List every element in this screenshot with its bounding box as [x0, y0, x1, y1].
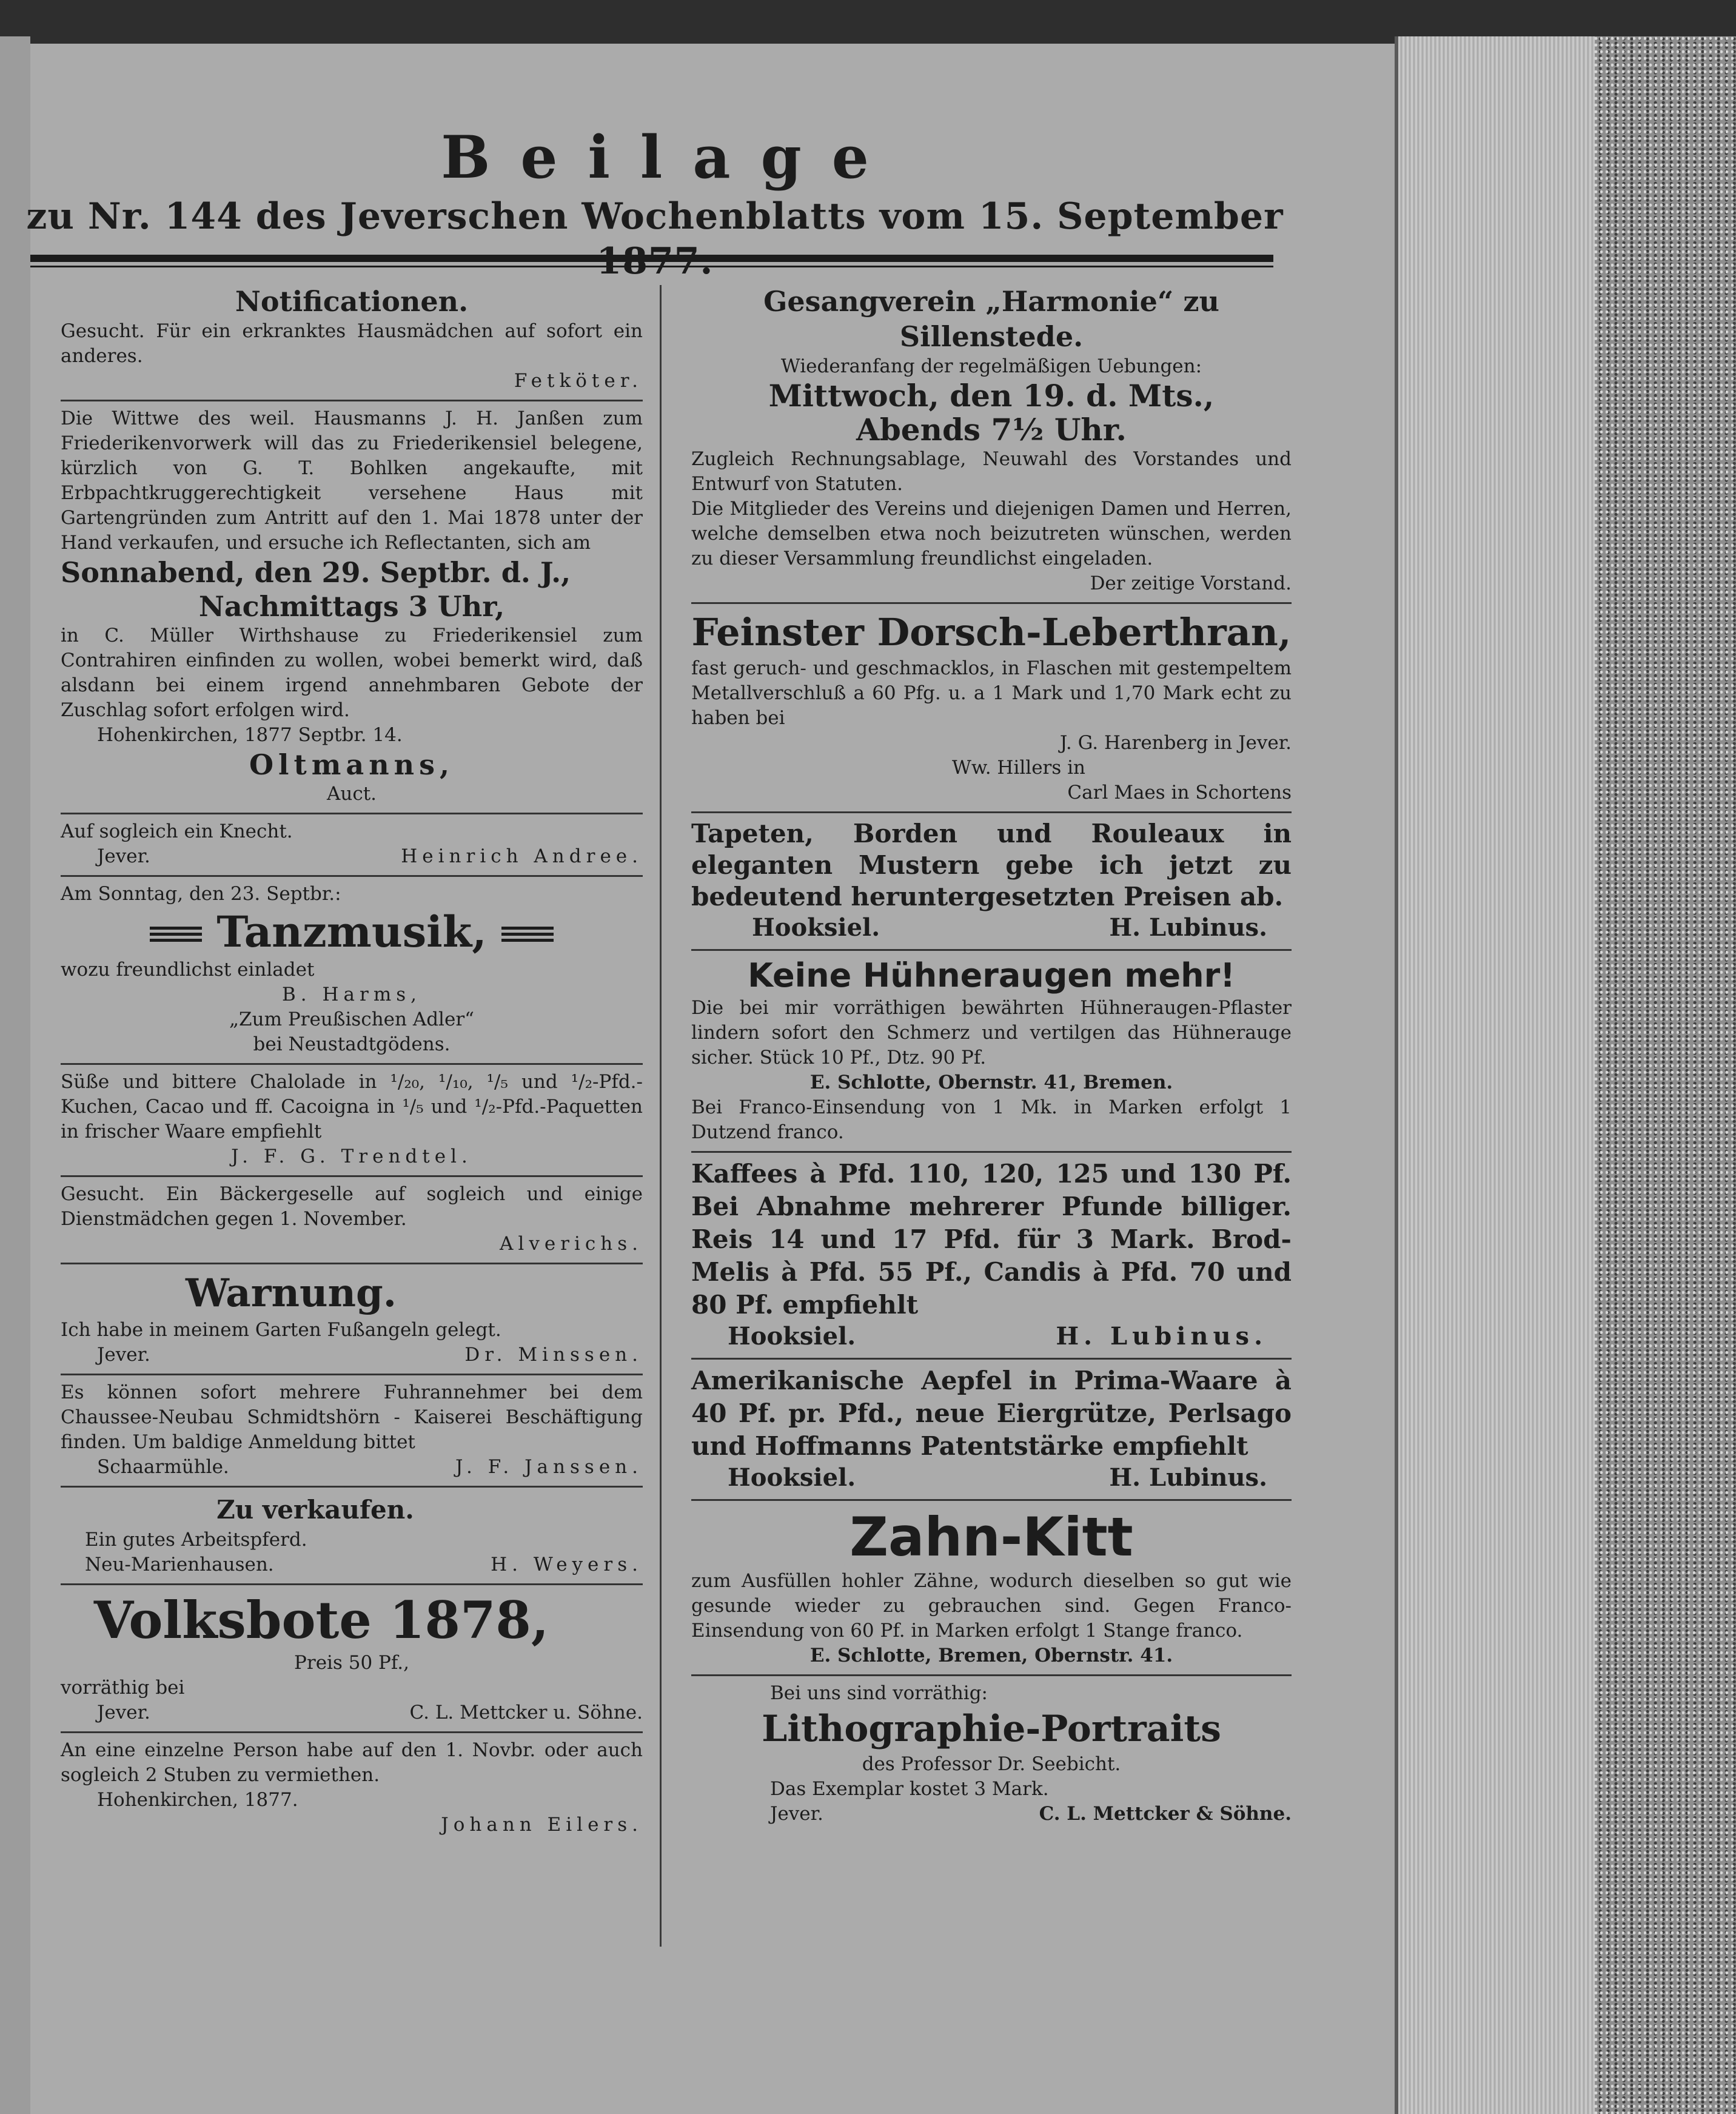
ad-body-2: Bei Franco-Einsendung von 1 Mk. in Marken erfolgt 1 Dutzend franco.	[691, 1096, 1292, 1143]
ad-signature: H. Weyers.	[491, 1554, 643, 1575]
ad-body: Es können sofort mehrere Fuhrannehmer bei dem Chaussee-Neubau Schmidtshörn - Kaiserei Beschäftigung finden. Um baldige Anmeldung bittet	[61, 1381, 643, 1453]
decorative-rule-icon	[501, 927, 554, 945]
column-divider	[660, 285, 662, 1947]
ad-signature-place: bei Neustadtgödens.	[253, 1033, 451, 1055]
ad-body: Gesucht. Für ein erkranktes Hausmädchen auf sofort ein anderes.	[61, 320, 643, 367]
ad-body: zum Ausfüllen hohler Zähne, wodurch dieselben so gut wie gesunde wieder zu gebrauchen sind. Gegen Franco-Einsendung von 60 Pf. in Marken erfolgt 1 Stange franco.	[691, 1570, 1292, 1642]
ad-intro: Am Sonntag, den 23. Septbr.:	[61, 883, 341, 905]
ad-place: Hohenkirchen, 1877.	[97, 1789, 298, 1811]
ad-heading: Volksbote 1878,	[93, 1590, 549, 1650]
ad-place: Hooksiel.	[728, 1463, 856, 1492]
ad-body-2: Die Mitglieder des Vereins und diejenigen Damen und Herren, welche demselben etwa noch beizutreten wünschen, werden zu dieser Versammlung freundlichst eingeladen.	[691, 498, 1292, 569]
ad-warnung	[61, 1264, 643, 1375]
ad-body: vorräthig bei	[61, 1677, 185, 1699]
ad-signature-2: Ww. Hillers in	[952, 757, 1086, 779]
ad-body: Amerikanische Aepfel in Prima-Waare à 40 Pf. pr. Pfd., neue Eiergrütze, Perlsago und Hoffmanns Patentstärke empfiehlt	[691, 1366, 1292, 1461]
ad-heading: Notificationen.	[235, 285, 469, 318]
ad-body: Gesucht. Ein Bäckergeselle auf sogleich und einige Dienstmädchen gegen 1. November.	[61, 1183, 643, 1230]
ad-signature: B. Harms,	[282, 984, 421, 1005]
ad-zu-verkaufen	[61, 1488, 643, 1585]
ad-signature: Johann Eilers.	[441, 1814, 643, 1836]
ad-place: Neu-Marienhausen.	[85, 1554, 274, 1575]
ad-stuben	[61, 1733, 643, 1844]
ad-date: Mittwoch, den 19. d. Mts.,	[768, 378, 1215, 414]
ad-heading: Warnung.	[185, 1270, 397, 1316]
book-page-edges	[1395, 36, 1598, 2114]
ad-signature: Alverichs.	[500, 1233, 643, 1255]
ad-signature: E. Schlotte, Obernstr. 41, Bremen.	[809, 1072, 1173, 1093]
ad-heading: Feinster Dorsch-Leberthran,	[691, 610, 1292, 654]
ad-price: Das Exemplar kostet 3 Mark.	[770, 1778, 1049, 1800]
ad-body: fast geruch- und geschmacklos, in Flaschen mit gestempeltem Metallverschluß a 60 Pfg. u. a 1 Mark und 1,70 Mark echt zu haben bei	[691, 657, 1292, 729]
ad-body: Die bei mir vorräthigen bewährten Hühneraugen-Pflaster lindern sofort den Schmerz und vertilgen das Hühnerauge sicher. Stück 10 Pf., Dtz. 90 Pf.	[691, 997, 1292, 1069]
masthead-rule-thin	[30, 266, 1273, 267]
ad-heading: Tanzmusik,	[216, 907, 487, 957]
ad-time: Nachmittags 3 Uhr,	[198, 590, 505, 623]
ad-place: Jever.	[97, 1702, 150, 1723]
ad-place: Hooksiel.	[752, 913, 880, 942]
ad-place: Hooksiel.	[728, 1322, 856, 1351]
ad-body: An eine einzelne Person habe auf den 1. Novbr. oder auch sogleich 2 Stuben zu vermiethen.	[61, 1739, 643, 1786]
ad-place: Jever.	[97, 1344, 150, 1366]
ad-fuhrannehmer	[61, 1375, 643, 1488]
ad-place: Schaarmühle.	[97, 1456, 229, 1478]
masthead-rule	[30, 255, 1273, 262]
ad-time: Abends 7½ Uhr.	[856, 412, 1127, 448]
ad-heading: Keine Hühneraugen mehr!	[748, 956, 1235, 995]
left-column	[61, 279, 643, 1844]
ad-huehneraugen	[691, 951, 1292, 1153]
ad-heading: Lithographie-Portraits	[762, 1708, 1221, 1750]
ad-body: Kaffees à Pfd. 110, 120, 125 und 130 Pf. Bei Abnahme mehrerer Pfunde billiger. Reis 14 und 17 Pfd. für 3 Mark. Brod-Melis à Pfd. 55 Pf., Candis à Pfd. 70 und 80 Pf. empfiehlt	[691, 1159, 1292, 1320]
ad-body: Zugleich Rechnungsablage, Neuwahl des Vorstandes und Entwurf von Statuten.	[691, 448, 1292, 495]
ad-signature: C. L. Mettcker u. Söhne.	[409, 1702, 643, 1723]
ad-subheading: des Professor Dr. Seebicht.	[862, 1753, 1121, 1775]
ad-body: Ich habe in meinem Garten Fußangeln gelegt.	[61, 1319, 501, 1341]
right-column	[691, 279, 1292, 1833]
ad-signature: J. F. Janssen.	[455, 1456, 643, 1478]
ad-intro: Wiederanfang der regelmäßigen Uebungen:	[780, 355, 1202, 377]
ad-date: Sonnabend, den 29. Septbr. d. J.,	[61, 556, 571, 589]
ad-heading: Zu verkaufen.	[216, 1495, 414, 1525]
ad-knecht	[61, 814, 643, 877]
ad-signature: Dr. Minssen.	[464, 1344, 643, 1366]
ad-baeckergeselle	[61, 1177, 643, 1264]
ad-signature: H. Lubinus.	[1056, 1322, 1267, 1351]
ad-body: Die Wittwe des weil. Hausmanns J. H. Janßen zum Friederikenvorwerk will das zu Friederikensiel belegene, kürzlich von G. T. Bohlken angekaufte, mit Erbpachtkruggerechtigkeit versehene Haus mit Gartengründen zum Antritt auf den 1. Mai 1878 unter der Hand verkaufen, und ersuche ich Reflectanten, sich am	[61, 408, 643, 554]
ad-zahn-kitt	[691, 1501, 1292, 1676]
ad-intro: Bei uns sind vorräthig:	[770, 1682, 988, 1704]
ad-tanzmusik	[61, 877, 643, 1065]
decorative-rule-icon	[150, 927, 202, 945]
masthead-subtitle: zu Nr. 144 des Jeverschen Wochenblatts vom 15. September	[26, 195, 1284, 238]
ad-leberthran	[691, 604, 1292, 813]
ad-price: Preis 50 Pf.,	[294, 1652, 409, 1674]
ad-signature: J. G. Harenberg in Jever.	[1059, 732, 1292, 754]
ad-body-2: in C. Müller Wirthshause zu Friederikensiel zum Contrahiren einfinden zu wollen, wobei bemerkt wird, daß alsdann bei einem irgend annehmbaren Gebote der Zuschlag sofort erfolgen wird.	[61, 625, 643, 721]
ad-body: wozu freundlichst einladet	[61, 959, 315, 981]
ad-body: Ein gutes Arbeitspferd.	[85, 1529, 307, 1551]
ad-signature-title: Auct.	[326, 783, 377, 805]
ad-place: Jever.	[97, 845, 150, 867]
ad-signature: H. Lubinus.	[1109, 913, 1267, 942]
ad-wittwe-janssen	[61, 401, 643, 814]
ad-signature: J. F. G. Trendtel.	[231, 1146, 472, 1167]
book-cover-edge	[1595, 36, 1736, 2114]
ad-body: Süße und bittere Chalolade in ¹/₂₀, ¹/₁₀, ¹/₅ und ¹/₂-Pfd.-Kuchen, Cacao und ff. Cacoigna in ¹/₅ und ¹/₂-Pfd.-Paquetten in frischer Waare empfiehlt	[61, 1071, 643, 1143]
ad-heading: Gesangverein „Harmonie“ zu Sillenstede.	[763, 285, 1219, 353]
ad-signature: Oltmanns,	[249, 748, 455, 781]
ad-chocolade	[61, 1065, 643, 1177]
ad-signature-venue: „Zum Preußischen Adler“	[229, 1008, 474, 1030]
ad-signature: Fetköter.	[514, 370, 643, 392]
ad-notificationen	[61, 279, 643, 401]
masthead-title: Beilage	[441, 123, 899, 192]
ad-body: Tapeten, Borden und Rouleaux in eleganten Mustern gebe ich jetzt zu bedeutend heruntergesetzten Preisen ab.	[691, 819, 1292, 911]
ad-signature: Heinrich Andree.	[401, 845, 643, 867]
ad-body: Auf sogleich ein Knecht.	[61, 820, 293, 842]
ad-signature: H. Lubinus.	[1109, 1463, 1267, 1492]
ad-kaffees	[691, 1153, 1292, 1360]
ad-heading: Zahn-Kitt	[850, 1506, 1133, 1568]
ad-place: Jever.	[770, 1803, 823, 1825]
ad-signature-3: Carl Maes in Schortens	[1067, 782, 1292, 804]
ad-gesangverein-harmonie	[691, 279, 1292, 604]
ad-volksbote	[61, 1585, 643, 1733]
ad-lithographie-portraits	[691, 1676, 1292, 1833]
facing-page-edge	[0, 36, 30, 2114]
ad-signature: E. Schlotte, Bremen, Obernstr. 41.	[809, 1645, 1173, 1666]
ad-signature: C. L. Mettcker & Söhne.	[1039, 1803, 1292, 1825]
ad-tapeten	[691, 813, 1292, 951]
ad-signature: Der zeitige Vorstand.	[1090, 572, 1292, 594]
ad-aepfel	[691, 1360, 1292, 1501]
ad-place: Hohenkirchen, 1877 Septbr. 14.	[97, 724, 403, 746]
